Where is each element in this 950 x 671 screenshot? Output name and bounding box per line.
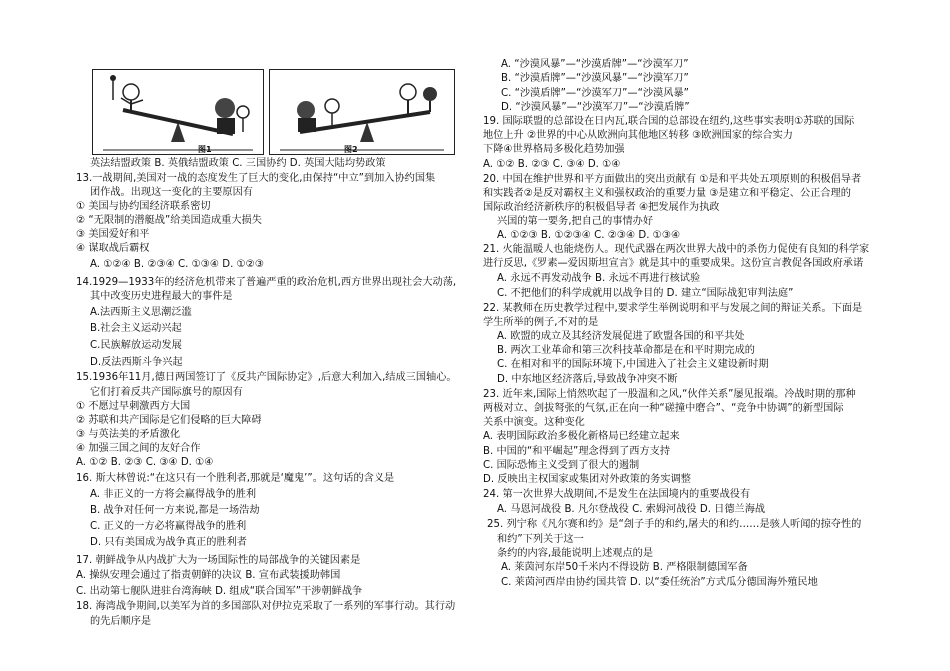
seesaw-illustration-1: [93, 70, 263, 154]
q13-item-1: ① 美国与协约国经济联系密切: [76, 201, 211, 212]
q24-options: A. 马恩河战役 B. 凡尔登战役 C. 索姆河战役 D. 日德兰海战: [497, 504, 766, 515]
q18-stem-line-2: 的先后顺序是: [90, 616, 152, 627]
q14-option-c: C.民族解放运动发展: [90, 340, 182, 351]
q13-item-3: ③ 美国爱好和平: [76, 229, 150, 240]
q20-options: A. ①②③ B. ①②③④ C. ②③④ D. ①③④: [497, 230, 681, 241]
q21-options-cd: C. 不把他们的科学成就用以战争目的 D. 建立“国际战犯审判法庭”: [497, 288, 794, 299]
q14-option-a: A.法西斯主义思潮泛滥: [90, 307, 192, 318]
q15-item-3: ③ 与英法美的矛盾激化: [76, 429, 181, 440]
q22-option-b: B. 两次工业革命和第三次科技革命都是在和平时期完成的: [497, 345, 755, 356]
q15-stem-line-1: 15.1936年11月,德日两国签订了《反共产国际协定》,后意大利加入,结成三国轴心。: [76, 372, 457, 383]
q21-stem-line-2: 进行反思,《罗素—爱因斯坦宣言》就是其中的重要成果。这份宣言教促各国政府承诺: [483, 258, 864, 269]
q25-stem-line-1: 25. 列宁称《凡尔赛和约》是“刽子手的和约,屠夫的和约……是骇人听闻的掠夺性的: [487, 519, 862, 530]
q12-options: 英法结盟政策 B. 英俄结盟政策 C. 三国协约 D. 英国大陆均势政策: [90, 158, 386, 169]
q13-stem-line-2: 团作战。出现这一变化的主要原因有: [90, 187, 253, 198]
q17-options-cd: C. 出动第七舰队进驻台湾海峡 D. 组成“联合国军”干涉朝鲜战争: [76, 586, 363, 597]
q22-stem-line-2: 学生所举的例子,不对的是: [483, 317, 599, 328]
q21-stem-line-1: 21. 火能温暖人也能烧伤人。现代武器在两次世界大战中的杀伤力促使有良知的科学家: [483, 244, 870, 255]
q19-options: A. ①② B. ②③ C. ③④ D. ①④: [483, 159, 621, 170]
q16-stem: 16. 斯大林曾说:“在这只有一个胜利者,那就是‘魔鬼’”。这句话的含义是: [76, 473, 395, 484]
q18-option-a: A. “沙漠风暴”—“沙漠盾牌”—“沙漠军刀”: [501, 59, 689, 70]
q19-stem-line-2: 地位上升 ②世界的中心从欧洲向其他地区转移 ③欧洲国家的综合实力: [483, 130, 793, 141]
cartoon-figure-1: [92, 69, 264, 155]
q23-stem-line-1: 23. 近年来,国际上悄然吹起了一股温和之风,“伙伴关系”屡见报端。冷战时期的那种: [483, 389, 856, 400]
q25-options-cd: C. 莱茵河西岸由协约国共管 D. 以“委任统治”方式瓜分德国海外殖民地: [501, 577, 818, 588]
q25-stem-line-3: 条约的内容,最能说明上述观点的是: [497, 548, 654, 559]
q24-stem: 24. 第一次世界大战期间,不是发生在法国境内的重要战役有: [483, 489, 751, 500]
q23-option-a: A. 表明国际政治多极化新格局已经建立起来: [483, 431, 680, 442]
q17-options-ab: A. 操纵安理会通过了指责朝鲜的决议 B. 宣布武装援助韩国: [76, 570, 341, 581]
q14-option-d: D.反法西斯斗争兴起: [90, 357, 183, 368]
q16-option-d: D. 只有美国成为战争真正的胜利者: [90, 537, 247, 548]
cartoon-figure-2: [269, 69, 455, 155]
q22-option-d: D. 中东地区经济落后,导致战争冲突不断: [497, 374, 678, 385]
q13-item-2: ② “无限制的潜艇战”给美国造成重大损失: [76, 215, 262, 226]
q20-stem-line-3: 国际政治经济新秩序的积极倡导者 ④把发展作为执政: [483, 202, 720, 213]
q18-option-b: B. “沙漠盾牌”—“沙漠风暴”—“沙漠军刀”: [501, 73, 689, 84]
q20-stem-line-1: 20. 中国在维护世界和平方面做出的突出贡献有 ①是和平共处五项原则的积极倡导者: [483, 174, 862, 185]
q22-stem-line-1: 22. 某教师在历史教学过程中,要求学生举例说明和平与发展之间的辩证关系。下面是: [483, 303, 863, 314]
q21-options-ab: A. 永远不再发动战争 B. 永远不再进行核试验: [497, 273, 701, 284]
q20-stem-line-2: 和实践者②是反对霸权主义和强权政治的重要力量 ③是建立和平稳定、公正合理的: [483, 188, 851, 199]
q14-stem-line-2: 其中改变历史进程最大的事件是: [90, 291, 233, 302]
q14-option-b: B.社会主义运动兴起: [90, 323, 182, 334]
q15-item-2: ② 苏联和共产国际是它们侵略的巨大障碍: [76, 415, 262, 426]
q16-option-c: C. 正义的一方必将赢得战争的胜利: [90, 521, 247, 532]
q23-option-b: B. 中国的“和平崛起”理念得到了西方支持: [483, 446, 671, 457]
q16-option-a: A. 非正义的一方将会赢得战争的胜利: [90, 489, 257, 500]
q13-item-4: ④ 谋取战后霸权: [76, 243, 150, 254]
q23-option-c: C. 国际恐怖主义受到了很大的遏制: [483, 460, 640, 471]
q23-stem-line-2: 两极对立、剑拔弩张的气氛,正在向一种“磋撞中磨合”、“竞争中协调”的新型国际: [483, 403, 844, 414]
figure-1-caption: 图1: [198, 145, 212, 154]
q17-stem: 17. 朝鲜战争从内战扩大为一场国际性的局部战争的关键因素是: [76, 555, 361, 566]
q20-stem-line-4: 兴国的第一要务,把自己的事情办好: [497, 216, 654, 227]
q25-stem-line-2: 和约”下列关于这一: [497, 534, 584, 545]
q23-option-d: D. 反映出主权国家或集团对外政策的务实调整: [483, 474, 691, 485]
q13-stem-line-1: 13.一战期间,美国对一战的态度发生了巨大的变化,由保持“中立”到加入协约国集: [76, 173, 436, 184]
q22-option-c: C. 在相对和平的国际环境下,中国进入了社会主义建设新时期: [497, 359, 769, 370]
q19-stem-line-3: 下降④世界格局多极化趋势加强: [483, 144, 625, 155]
q13-options: A. ①②④ B. ②③④ C. ①③④ D. ①②③: [90, 259, 264, 270]
seesaw-illustration-2: [270, 70, 454, 154]
q18-option-d: D. “沙漠风暴”—“沙漠军刀”—“沙漠盾牌”: [501, 102, 690, 113]
q19-stem-line-1: 19. 国际联盟的总部设在日内瓦,联合国的总部设在纽约,这些事实表明①苏联的国际: [483, 116, 855, 127]
q15-item-1: ① 不愿过早刺激西方大国: [76, 401, 191, 412]
q14-stem-line-1: 14.1929—1933年的经济危机带来了普遍严重的政治危机,西方世界出现社会大动荡,: [76, 277, 457, 288]
q18-option-c: C. “沙漠盾牌”—“沙漠军刀”—“沙漠风暴”: [501, 88, 689, 99]
q16-option-b: B. 战争对任何一方来说,都是一场浩劫: [90, 505, 260, 516]
q15-options: A. ①② B. ②③ C. ③④ D. ①④: [76, 457, 214, 468]
q22-option-a: A. 欧盟的成立及其经济发展促进了欧盟各国的和平共处: [497, 331, 745, 342]
q18-stem-line-1: 18. 海湾战争期间,以美军为首的多国部队对伊拉克采取了一系列的军事行动。其行动: [76, 601, 456, 612]
q25-options-ab: A. 莱茵河东岸50千米内不得设防 B. 严格限制德国军备: [501, 562, 748, 573]
q23-stem-line-3: 关系中演变。这种变化: [483, 417, 585, 428]
q15-item-4: ④ 加强三国之间的友好合作: [76, 443, 201, 454]
q15-stem-line-2: 它们打着反共产国际旗号的原因有: [90, 387, 243, 398]
figure-2-caption: 图2: [344, 145, 358, 154]
